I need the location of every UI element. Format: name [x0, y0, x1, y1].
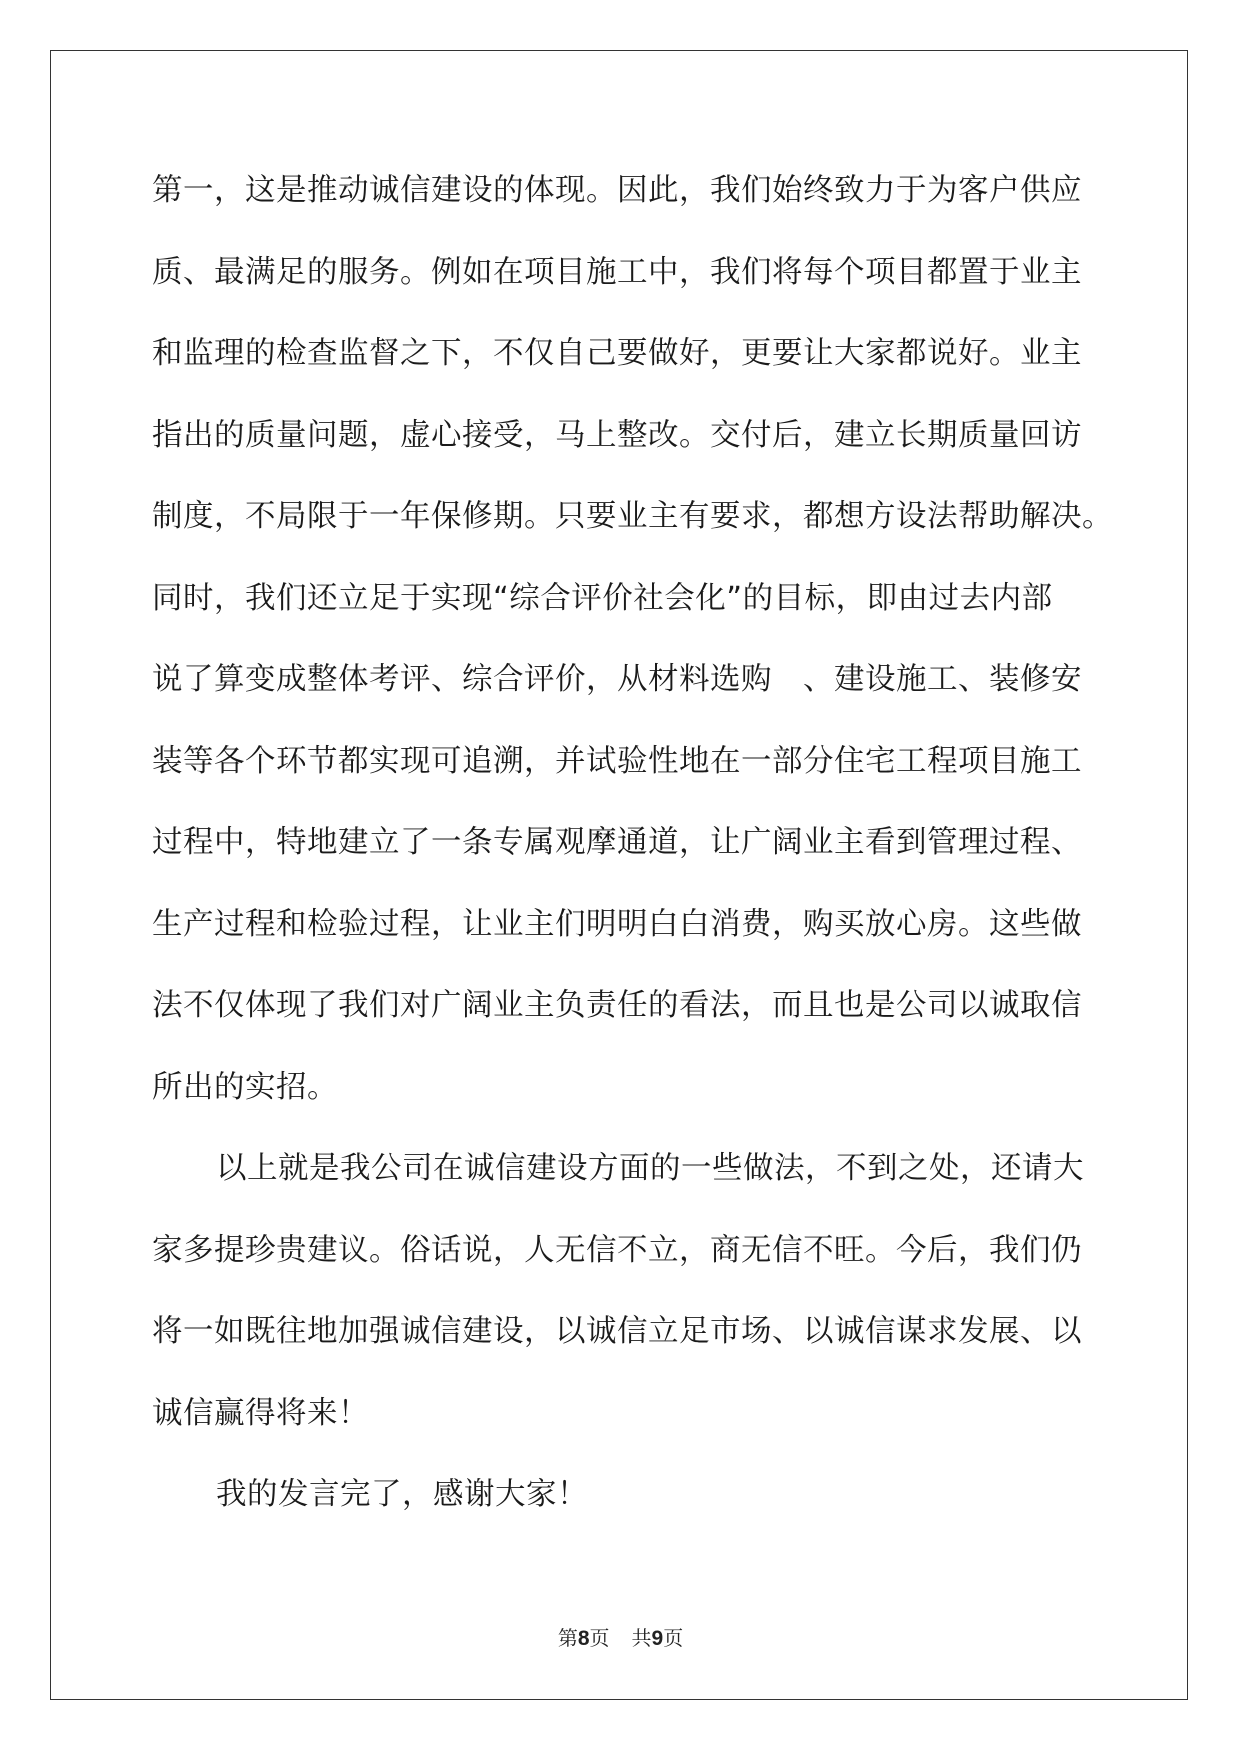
paragraph-first-line: 以上就是我公司在诚信建设方面的一些做法，不到之处，还请大: [216, 1151, 1084, 1186]
page-footer: [0, 1622, 1241, 1651]
body-line: 指出的质量问题，虚心接受，马上整改。交付后，建立长期质量回访: [152, 417, 1082, 453]
total-pages: 9: [651, 1627, 664, 1650]
body-line: 家多提珍贵建议。俗话说，人无信不立，商无信不旺。今后，我们仍: [152, 1232, 1082, 1268]
body-line: 和监理的检查监督之下，不仅自己要做好，更要让大家都说好。业主: [152, 336, 1082, 371]
body-line: 装等各个环节都实现可追溯，并试验性地在一部分住宅工程项目施工: [152, 743, 1082, 779]
body-line: 生产过程和检验过程，让业主们明明白白消费，购买放心房。这些做: [152, 906, 1082, 942]
page-number: 8: [577, 1627, 590, 1650]
body-line: 所出的实招。: [152, 1069, 338, 1105]
body-line: 制度，不局限于一年保修期。只要业主有要求，都想方设法帮助解决。: [152, 499, 1113, 534]
body-line: 第一，这是推动诚信建设的体现。因此，我们始终致力于为客户供应: [152, 173, 1082, 208]
total-prefix: 共: [631, 1626, 652, 1650]
closing-remark: 我的发言完了，感谢大家！: [216, 1477, 588, 1512]
document-body: [152, 150, 1113, 1536]
body-line: 同时，我们还立足于实现“综合评价社会化”的目标，即由过去内部: [152, 580, 1053, 616]
body-line: 法不仅体现了我们对广阔业主负责任的看法，而且也是公司以诚取信: [152, 988, 1082, 1023]
body-line: 质、最满足的服务。例如在项目施工中，我们将每个项目都置于业主: [152, 254, 1082, 290]
total-suffix: 页: [663, 1626, 684, 1650]
page-prefix: 第: [557, 1626, 578, 1650]
body-line: 诚信赢得将来！: [152, 1395, 369, 1431]
page-suffix: 页: [589, 1626, 610, 1650]
body-line: 说了算变成整体考评、综合评价，从材料选购 、建设施工、装修安: [152, 662, 1082, 697]
body-line: 过程中，特地建立了一条专属观摩通道，让广阔业主看到管理过程、: [152, 825, 1082, 860]
body-line: 将一如既往地加强诚信建设，以诚信立足市场、以诚信谋求发展、以: [152, 1314, 1082, 1349]
